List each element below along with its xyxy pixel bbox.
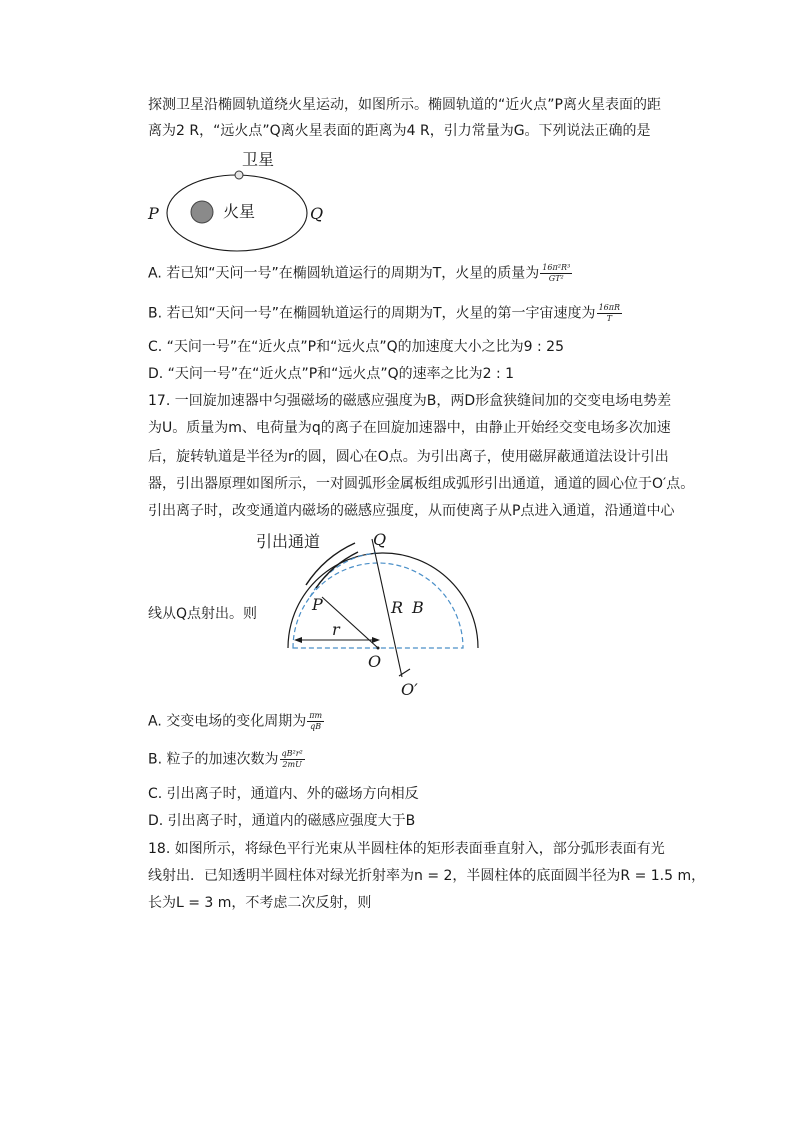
r-arrowhead-left: [294, 637, 302, 643]
dashed-extraction-path: [310, 553, 376, 597]
q17-option-a: [148, 711, 324, 732]
q16-option-a: [148, 263, 572, 284]
channel-label: 引出通道: [256, 532, 321, 551]
q17-option-a-text: A. 交变电场的变化周期为: [148, 713, 307, 730]
q16-option-b: [148, 303, 622, 324]
q18-line-2: 线射出．已知透明半圆柱体对绿光折射率为n = 2，半圆柱体的底面圆半径为R = 1.5 m，: [148, 868, 706, 884]
q17-option-b-text: B. 粒子的加速次数为: [148, 751, 279, 768]
mars-label: 火星: [223, 202, 256, 221]
velocity-formula: $\frac{16\pi R}{T}$: [598, 303, 621, 323]
q16-stem-line-2: 离为2 R，“远火点”Q离火星表面的距离为4 R，引力常量为G。下列说法正确的是: [148, 123, 651, 139]
q-point-label: Q: [373, 530, 387, 549]
small-r-label: r: [332, 620, 340, 639]
acceleration-count-formula: $\frac{\text{qB²r²}}{2mU}$: [281, 749, 303, 769]
channel-plate-inner: [316, 552, 358, 588]
big-r-label: R: [391, 598, 404, 617]
o-prime-label: O′: [401, 680, 418, 699]
b-field-label: B: [412, 598, 424, 617]
q17-option-d: D. 引出离子时，通道内的磁感应强度大于B: [148, 813, 416, 829]
q17-option-b: [148, 749, 305, 770]
q17-line-4: 器，引出器原理如图所示，一对圆弧形金属板组成弧形引出通道，通道的圆心位于O′点。: [148, 476, 695, 492]
p-point-label: P: [312, 595, 323, 614]
q17-line-1: 17. 一回旋加速器中匀强磁场的磁感应强度为B，两D形盒狭缝间加的交变电场电势差: [148, 393, 672, 409]
q18-line-1: 18. 如图所示，将绿色平行光束从半圆柱体的矩形表面垂直射入，部分弧形表面有光: [148, 841, 665, 857]
q17-line-3: 后，旋转轨道是半径为r的圆，圆心在O点。为引出离子，使用磁屏蔽通道法设计引出: [148, 449, 669, 465]
q18-line-3: 长为L = 3 m，不考虑二次反射，则: [148, 895, 372, 911]
cyclotron-extractor-figure: [250, 525, 480, 700]
q16-option-a-text: A. 若已知“天问一号”在椭圆轨道运行的周期为T，火星的质量为: [148, 265, 540, 282]
q17-line-6: 线从Q点射出。则: [148, 606, 258, 622]
period-formula: $\frac{\pi m}{qB}$: [309, 711, 323, 731]
q16-option-b-text: B. 若已知“天问一号”在椭圆轨道运行的周期为T，火星的第一宇宙速度为: [148, 305, 596, 322]
satellite-dot: [235, 171, 243, 179]
q17-option-c: C. 引出离子时，通道内、外的磁场方向相反: [148, 786, 419, 802]
satellite-label: 卫星: [242, 150, 275, 169]
o-point-label: O: [368, 652, 382, 671]
q16-option-d: D. “天问一号”在“近火点”P和“远火点”Q的速率之比为2 : 1: [148, 366, 515, 382]
q-label: Q: [310, 204, 324, 223]
q17-line-5: 引出离子时，改变通道内磁场的磁感应强度，从而使离子从P点进入通道，沿通道中心: [148, 503, 675, 519]
r-arrowhead-right: [372, 637, 380, 643]
mars-body: [191, 201, 213, 223]
center-o-dot: [377, 647, 380, 650]
mass-formula: $\frac{\text{16π²R³}}{\text{GT²}}$: [542, 263, 571, 283]
p-label: P: [148, 204, 159, 223]
q16-stem-line-1: 探测卫星沿椭圆轨道绕火星运动，如图所示。椭圆轨道的“近火点”P离火星表面的距: [148, 97, 661, 113]
q16-option-c: C. “天问一号”在“近火点”P和“远火点”Q的加速度大小之比为9 : 25: [148, 339, 564, 355]
orbit-figure: [140, 145, 340, 250]
q17-line-2: 为U。质量为m、电荷量为q的离子在回旋加速器中，由静止开始经交变电场多次加速: [148, 420, 671, 436]
